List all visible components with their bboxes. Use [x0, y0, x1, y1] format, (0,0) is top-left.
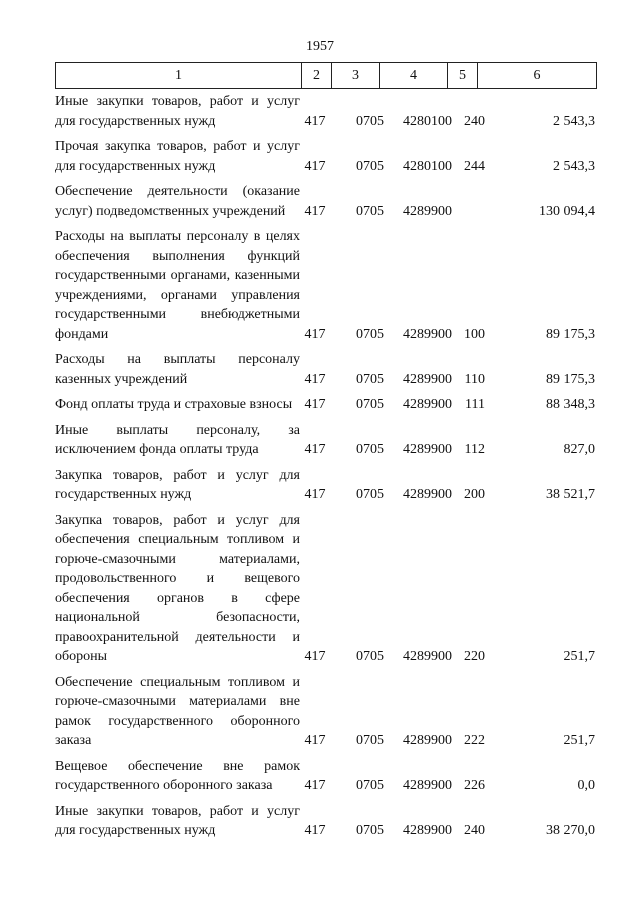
- row-target-code: 4289900: [403, 326, 452, 342]
- row-expense-type: 111: [465, 397, 485, 412]
- column-header-6: 6: [478, 63, 597, 89]
- row-description: Расходы на выплаты персоналу казенных учреждений: [55, 352, 300, 387]
- row-expense-type: 244: [464, 158, 485, 174]
- row-target-code: 4289900: [403, 823, 452, 838]
- row-target-code: 4280100: [403, 158, 452, 174]
- row-amount: 827,0: [563, 442, 595, 457]
- row-section-code: 0705: [356, 823, 384, 838]
- row-amount: 2 543,3: [553, 158, 595, 174]
- table-row: [55, 466, 595, 505]
- table-row: [55, 421, 595, 460]
- row-description: Фонд оплаты труда и страховые взносы: [55, 397, 293, 412]
- table-row: [55, 511, 595, 667]
- row-expense-type: 222: [464, 733, 485, 748]
- row-amount: 251,7: [563, 649, 595, 664]
- row-section-code: 0705: [356, 733, 384, 748]
- row-target-code: 4289900: [403, 778, 452, 793]
- row-amount: 89 175,3: [546, 371, 595, 387]
- column-header-1: 1: [56, 63, 302, 89]
- row-target-code: 4289900: [403, 371, 452, 387]
- table-row: [55, 182, 595, 221]
- row-amount: 89 175,3: [546, 326, 595, 342]
- row-section-code: 0705: [356, 158, 384, 174]
- row-expense-type: 240: [464, 113, 485, 129]
- row-target-code: 4280100: [403, 113, 452, 129]
- row-ministry-code: 417: [304, 649, 326, 664]
- row-amount: 2 543,3: [553, 113, 595, 129]
- row-amount: 251,7: [563, 733, 595, 748]
- row-section-code: 0705: [356, 203, 384, 219]
- table-row: [55, 673, 595, 751]
- row-ministry-code: 417: [304, 733, 326, 748]
- row-ministry-code: 417: [304, 113, 326, 129]
- row-description: Расходы на выплаты персоналу в целях обеспечения выполнения функций государственными органами, казенными учреждениями, органами управления государственными внебюджетными фондами: [55, 229, 300, 342]
- row-description: Прочая закупка товаров, работ и услуг для государственных нужд: [55, 139, 300, 174]
- row-target-code: 4289900: [403, 442, 452, 457]
- row-target-code: 4289900: [403, 487, 452, 502]
- row-description: Иные закупки товаров, работ и услуг для государственных нужд: [55, 803, 300, 838]
- row-section-code: 0705: [356, 778, 384, 793]
- row-description: Обеспечение специальным топливом и горюче-смазочными материалами вне рамок государственного оборонного заказа: [55, 674, 300, 748]
- row-amount: 0,0: [577, 778, 595, 793]
- row-ministry-code: 417: [304, 778, 326, 793]
- row-expense-type: 220: [464, 649, 485, 664]
- row-target-code: 4289900: [403, 397, 452, 412]
- row-expense-type: 100: [464, 326, 485, 342]
- row-ministry-code: 417: [304, 823, 326, 838]
- row-amount: 88 348,3: [546, 397, 595, 412]
- table-row: [55, 802, 595, 841]
- table-row: [55, 227, 595, 344]
- row-ministry-code: 417: [304, 371, 326, 387]
- row-amount: 38 521,7: [546, 487, 595, 502]
- row-expense-type: 240: [464, 823, 485, 838]
- table-row: [55, 395, 595, 415]
- row-expense-type: 110: [464, 371, 485, 387]
- row-ministry-code: 417: [304, 158, 326, 174]
- column-header-2: 2: [302, 63, 332, 89]
- row-description: Обеспечение деятельности (оказание услуг) подведомственных учреждений: [55, 184, 300, 219]
- row-ministry-code: 417: [304, 203, 326, 219]
- row-description: Иные закупки товаров, работ и услуг для государственных нужд: [55, 94, 300, 129]
- row-expense-type: 112: [464, 442, 485, 457]
- table-row: [55, 350, 595, 389]
- table-row: [55, 757, 595, 796]
- row-section-code: 0705: [356, 113, 384, 129]
- row-description: Закупка товаров, работ и услуг для обеспечения специальным топливом и горюче-смазочными материалами, продовольственного и вещевого обеспечения органов в сфере национальной безопасности, правоохранительной деятельности и обороны: [55, 512, 300, 664]
- column-header-row: [56, 63, 597, 89]
- row-section-code: 0705: [356, 371, 384, 387]
- row-amount: 130 094,4: [539, 203, 595, 219]
- row-ministry-code: 417: [304, 326, 326, 342]
- row-ministry-code: 417: [304, 442, 326, 457]
- table-row: [55, 137, 595, 176]
- column-header-3: 3: [332, 63, 380, 89]
- row-ministry-code: 417: [304, 397, 326, 412]
- row-expense-type: 226: [464, 778, 485, 793]
- row-description: Закупка товаров, работ и услуг для государственных нужд: [55, 467, 300, 502]
- row-section-code: 0705: [356, 442, 384, 457]
- row-target-code: 4289900: [403, 203, 452, 219]
- row-ministry-code: 417: [304, 487, 326, 502]
- budget-rows: [55, 92, 595, 847]
- row-description: Иные выплаты персоналу, за исключением фонда оплаты труда: [55, 422, 300, 457]
- row-section-code: 0705: [356, 487, 384, 502]
- row-description: Вещевое обеспечение вне рамок государственного оборонного заказа: [55, 758, 300, 793]
- row-section-code: 0705: [356, 326, 384, 342]
- column-header-table: [55, 62, 597, 89]
- row-target-code: 4289900: [403, 733, 452, 748]
- row-expense-type: 200: [464, 487, 485, 502]
- page-number: 1957: [306, 39, 334, 54]
- row-amount: 38 270,0: [546, 823, 595, 838]
- row-section-code: 0705: [356, 649, 384, 664]
- row-target-code: 4289900: [403, 649, 452, 664]
- column-header-5: 5: [448, 63, 478, 89]
- row-section-code: 0705: [356, 397, 384, 412]
- column-header-4: 4: [380, 63, 448, 89]
- table-row: [55, 92, 595, 131]
